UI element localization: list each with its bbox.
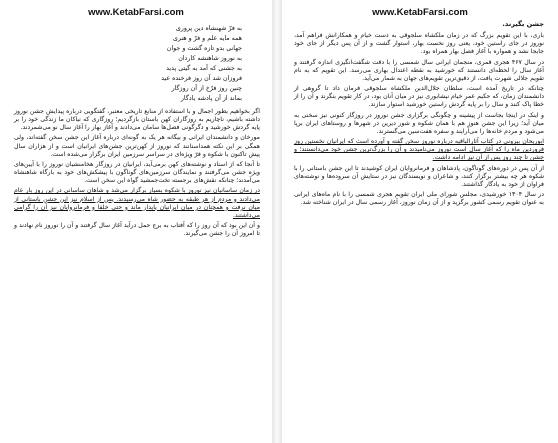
poem-verse: بماند از آن پادشه یادگار (180, 95, 242, 102)
right-page-body (294, 20, 544, 209)
left-paragraph: در زمان ساسانیان نیز نوروز با شکوه بسیار برگزار می‌شد و شاهان ساسانی در این روز بار عام می‌دادند و مردم از هر طبقه به حضور شاه می‌رسیدند. پس از اسلام نیز این جشن باستانی از میان نرفت و همچنان در میان ایرانیان پایدار ماند و حتی خلفا و فرمانروایان نیز آن را گرامی می‌داشتند. (14, 187, 260, 219)
poem-verse: همه مایه علم و فرّ و هنری (173, 35, 242, 42)
right-paragraph: در سال ۱۳۰۴ خورشیدی، مجلس شورای ملی ایران تقویم هجری شمسی را با نام ماه‌های ایرانی به عنوان تقویم رسمی کشور برگزید و از آن زمان نوروز، آغاز رسمی سال در ایران شناخته شد. (294, 190, 544, 207)
poem-verse: به جشنی که آمد به گیتی پدید (166, 65, 242, 72)
right-paragraph: در سال ۴۶۷ هجری قمری، منجمان ایرانی سال شمسی را با دقت شگفت‌انگیزی اندازه گرفتند و آغاز سال را لحظه‌ای دانستند که خورشید به نقطه اعتدال بهاری می‌رسد. این تقویم که به نام تقویم جلالی شهرت یافت، از دقیق‌ترین تقویم‌های جهان به شمار می‌آید. (294, 58, 544, 82)
right-page-watermark: www.KetabFarsi.com (372, 7, 468, 18)
poem-verse: به نوروز شاهنشه کاردان (178, 55, 242, 62)
left-paragraph: و آن این بود که آن روز را که آفتاب به برج حمل درآید آغاز سال گرفتند و آن را نوروز نام نهادند و تا امروز آن را جشن می‌گیرند. (14, 222, 260, 238)
right-page (282, 0, 558, 443)
right-paragraph: باری، با این تقویم بزرگ که در زمان ملکشاه سلجوقی به دست خیام و همکارانش فراهم آمد، نوروز در جای راستین خود، یعنی روز نخست بهار، استوار گشت و از آن پس دیگر از جای خود جابجا نشد و همواره با آغاز فصل بهار همراه بود. (294, 32, 544, 56)
left-paragraph: مورخان و دانشمندان ایرانی و بیگانه هر یک به گونه‌ای درباره آغاز این جشن سخن گفته‌اند، ولی همگی بر این نکته همداستانند که نوروز از کهن‌ترین جشن‌های ایرانیان است و از هزاران سال پیش تاکنون با شکوه و فرّ ویژه‌ای در سراسر سرزمین ایران برگزار می‌شده است. (14, 134, 260, 158)
right-paragraph: و اینک در اینجا بجاست از پیشینه و چگونگی برگزاری جشن نوروز در روزگار کنونی نیز سخنی به میان آید؛ زیرا این جشن هنوز هم با همان شکوه و شور دیرین در شهرها و روستاهای ایران برپا می‌شود و مردم خانه‌ها را می‌آرایند و سفره هفت‌سین می‌گسترند. (294, 111, 544, 135)
left-paragraph: تا آنجا که از اسناد و نوشته‌های کهن برمی‌آید، ایرانیان در روزگار هخامنشیان نوروز را با آیین‌های ویژه جشن می‌گرفتند و نمایندگان سرزمین‌های گوناگون با پیشکش‌های خود به بارگاه شاهنشاه می‌آمدند؛ چنانکه نقش‌های برجسته تخت‌جمشید گواه این سخن است. (14, 160, 260, 185)
right-paragraph: ابوریحان بیرونی در کتاب آثارالباقیه درباره نوروز سخن گفته و آورده است که ایرانیان نخستین روز فروردین ماه را که آغاز سال است نوروز می‌نامیدند و آن را بزرگ‌ترین جشن خود می‌دانستند؛ و جشن تا چند روز پس از آن نیز ادامه داشت. (294, 138, 544, 162)
left-paragraph: اگر بخواهیم بطور اجمال و با استفاده از منابع تاریخی معتبر، گفتگویی درباره پیدایش جشن نوروز داشته باشیم، ناچاریم به روزگاران کهن باستان بازگردیم؛ روزگاری که نیاکان ما زندگی خود را بر پایه گردش خورشید و دگرگونی فصل‌ها سامان می‌دادند و آغاز بهار را آغاز سال نو می‌شمردند. (14, 108, 260, 132)
poem-verses (14, 24, 260, 104)
poem-verse: به فرّ شهنشاه دین پروری (175, 25, 242, 32)
left-page (0, 0, 272, 443)
poem-verse: جهانی بدو تازه گشت و جوان (166, 45, 242, 52)
left-page-body (14, 24, 260, 240)
right-paragraph: از آن پس در دوره‌های گوناگون، پادشاهان و فرمانروایان ایران کوشیدند تا این جشن باستانی را با شکوه هر چه بیشتر برگزار کنند، و شاعران و نویسندگان نیز در ستایش آن سروده‌ها و نوشته‌های فراوان از خود به یادگار گذاشتند. (294, 164, 544, 188)
book-gutter (272, 0, 282, 443)
left-page-watermark: www.KetabFarsi.com (88, 7, 184, 18)
poem-verse: فروزان شد آن روز فرخنده عید (161, 75, 242, 82)
right-paragraph: چنانکه در تاریخ آمده است، سلطان جلال‌الدین ملکشاه سلجوقی فرمان داد تا گروهی از دانشمندان زمان، که حکیم عمر خیام نیشابوری نیز در میان آنان بود، در کار تقویم بنگرند و آن را از خطا پاک کنند و سال را بر پایه گردش راستین خورشید استوار سازند. (294, 85, 544, 109)
poem-verse: چنین روز فرّخ از آن روزگار (171, 85, 242, 92)
right-page-heading: جشن بگیرند. (502, 20, 544, 28)
